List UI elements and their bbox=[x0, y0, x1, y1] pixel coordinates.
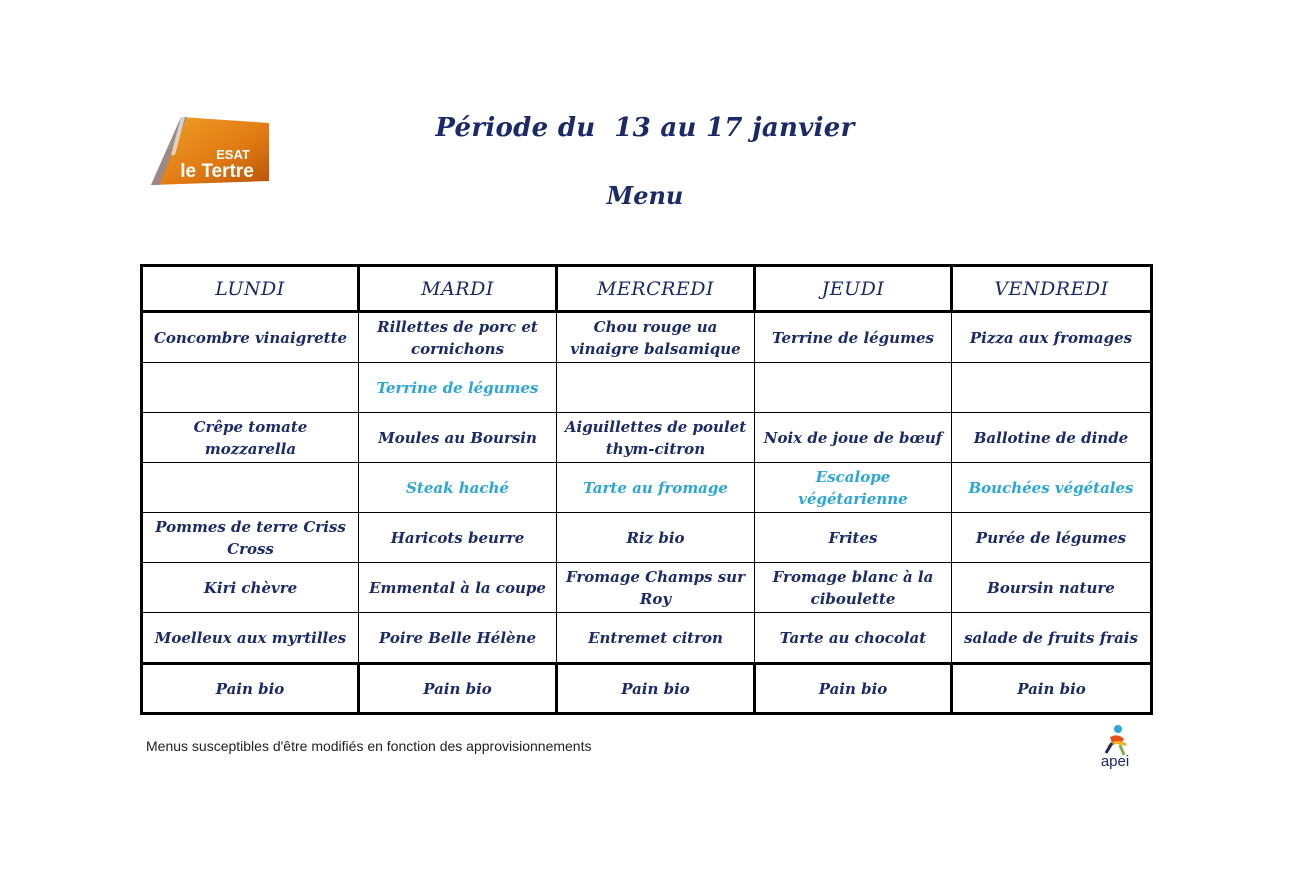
menu-cell: Boursin nature bbox=[952, 563, 1152, 613]
menu-cell: Emmental à la coupe bbox=[359, 563, 557, 613]
menu-cell: Bouchées végétales bbox=[952, 463, 1152, 513]
menu-cell bbox=[142, 363, 359, 413]
menu-cell: Pommes de terre Criss Cross bbox=[142, 513, 359, 563]
menu-cell: Terrine de légumes bbox=[359, 363, 557, 413]
menu-cell: Noix de joue de bœuf bbox=[755, 413, 952, 463]
menu-cell: Rillettes de porc et cornichons bbox=[359, 312, 557, 363]
menu-cell: Pain bio bbox=[557, 664, 755, 714]
menu-cell: Riz bio bbox=[557, 513, 755, 563]
day-header: JEUDI bbox=[755, 266, 952, 312]
menu-row bbox=[142, 613, 1152, 664]
menu-cell: Escalope végétarienne bbox=[755, 463, 952, 513]
menu-row bbox=[142, 312, 1152, 363]
page-subtitle bbox=[0, 181, 1290, 210]
day-header: LUNDI bbox=[142, 266, 359, 312]
menu-cell: Pain bio bbox=[142, 664, 359, 714]
menu-cell: Frites bbox=[755, 513, 952, 563]
menu-cell: Terrine de légumes bbox=[755, 312, 952, 363]
page-title-text: Période du 13 au 17 janvier bbox=[435, 113, 855, 143]
menu-cell: Purée de légumes bbox=[952, 513, 1152, 563]
menu-cell: Pain bio bbox=[359, 664, 557, 714]
menu-cell bbox=[142, 463, 359, 513]
day-header: VENDREDI bbox=[952, 266, 1152, 312]
page-subtitle-text: Menu bbox=[606, 181, 684, 210]
menu-table bbox=[140, 264, 1153, 715]
menu-cell: Steak haché bbox=[359, 463, 557, 513]
page-title bbox=[0, 113, 1290, 143]
menu-row bbox=[142, 563, 1152, 613]
menu-row bbox=[142, 363, 1152, 413]
menu-cell: Pain bio bbox=[952, 664, 1152, 714]
menu-cell: Fromage blanc à la ciboulette bbox=[755, 563, 952, 613]
menu-cell: Haricots beurre bbox=[359, 513, 557, 563]
menu-cell: Pain bio bbox=[755, 664, 952, 714]
menu-cell: Tarte au fromage bbox=[557, 463, 755, 513]
menu-cell: Tarte au chocolat bbox=[755, 613, 952, 664]
menu-cell: Moules au Boursin bbox=[359, 413, 557, 463]
menu-cell: Entremet citron bbox=[557, 613, 755, 664]
day-header: MERCREDI bbox=[557, 266, 755, 312]
menu-cell: Fromage Champs sur Roy bbox=[557, 563, 755, 613]
menu-cell: Poire Belle Hélène bbox=[359, 613, 557, 664]
menu-row bbox=[142, 413, 1152, 463]
menu-cell: Crêpe tomate mozzarella bbox=[142, 413, 359, 463]
day-header: MARDI bbox=[359, 266, 557, 312]
menu-row bbox=[142, 513, 1152, 563]
menu-cell bbox=[952, 363, 1152, 413]
menu-row bbox=[142, 664, 1152, 714]
apei-label: apei bbox=[1100, 753, 1130, 770]
menu-cell bbox=[557, 363, 755, 413]
menu-row bbox=[142, 463, 1152, 513]
footer-note: Menus susceptibles d'être modifiés en fonction des approvisionnements bbox=[146, 738, 592, 754]
day-header-row bbox=[142, 266, 1152, 312]
menu-cell: Moelleux aux myrtilles bbox=[142, 613, 359, 664]
menu-cell: salade de fruits frais bbox=[952, 613, 1152, 664]
menu-cell: Kiri chèvre bbox=[142, 563, 359, 613]
menu-cell: Concombre vinaigrette bbox=[142, 312, 359, 363]
logo-text-bottom: le Tertre bbox=[180, 161, 254, 182]
logo-text-top: ESAT bbox=[216, 147, 250, 162]
menu-cell: Chou rouge ua vinaigre balsamique bbox=[557, 312, 755, 363]
menu-cell bbox=[755, 363, 952, 413]
menu-cell: Pizza aux fromages bbox=[952, 312, 1152, 363]
menu-cell: Ballotine de dinde bbox=[952, 413, 1152, 463]
menu-cell: Aiguillettes de poulet thym-citron bbox=[557, 413, 755, 463]
